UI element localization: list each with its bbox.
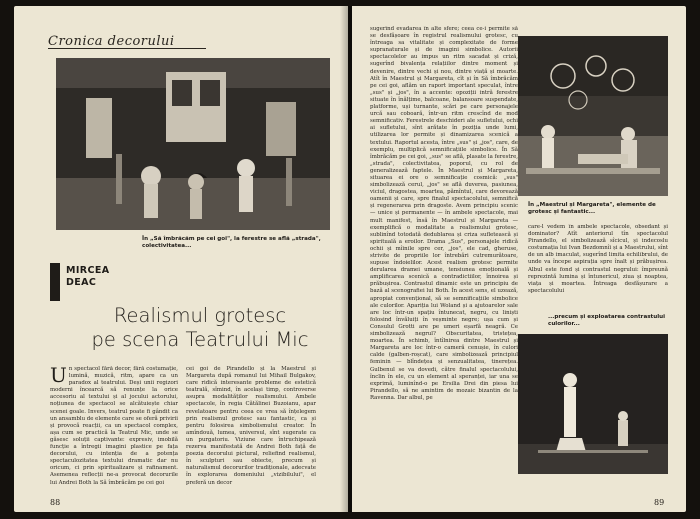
article-title-line2: pe scena Teatrului Mic <box>91 328 309 351</box>
caption-text: În „Să îmbrăcăm pe cei goi", la ferestre se află „strada", colectivitatea... <box>142 236 321 249</box>
stage-photo-caption <box>142 236 332 250</box>
contrast-caption <box>548 314 668 328</box>
page-number-left: 88 <box>50 498 61 507</box>
section-header <box>48 30 198 52</box>
left-column-2 <box>186 366 316 494</box>
author-marker <box>50 263 60 301</box>
left-page <box>14 6 348 512</box>
maestrul-photo-art <box>518 36 668 196</box>
right-column-2 <box>528 224 668 308</box>
stage-photo <box>56 58 330 230</box>
left-column-1-text: n spectacol fără decor, fără costumație, lumină, muzică, ritm, apare ca un paradox al teatrului. Deși unii regizori moderni încearcă să renunțe la orice accesoriu al textului și al jocului actorului, noțiunea de spectacol se alcătuiește chiar scenei goale. Invers, teatrul poate fi gândit ca un ansamblu de elemente care se oferă privirii și provocă reacții, ca un spectacol complex, așa cum se practică la Teatrul Mic, unde se găsesc soluții captivante: expresiv, imobilă funcție a întregii imagini plastice pe fața decorului, cu intenția de a potența spectaculozitatea textului dramatic dar nu oricum, ci prin spiritualizare și rafinament. Asemenea reflecții ne-a provocat decorurile lui Andrei Both la Să îmbrăcăm pe cei goi <box>50 366 178 486</box>
maestrul-photo <box>518 36 668 196</box>
contrast-photo <box>518 334 668 474</box>
right-column-2-text: care-l vedem în ambele spectacole, obsedant și dominator? Atît anteriorul tîn spectacolul Pirandello, el simbolizează sîcicul, și indecoslu costumația lui Ivan Bezdomnîi și a Maestrului, sînt de un alb imaculat, sugerînd limita echilibrului, de unde va începe aspirația spre înalt și prăbușirea. Albul este fond și contrastul negrului: împreună reprezintă lumina și întunericul, ziua și noaptea, viața și moartea. Întreaga desfășurare a spectacolului <box>528 224 668 294</box>
right-page <box>352 6 686 512</box>
section-title: Cronica decorului <box>48 34 175 49</box>
page-number-right: 89 <box>654 498 665 507</box>
maestrul-caption-text: În „Maestrul și Margareta", elemente de grotesc și fantastic... <box>528 202 656 215</box>
contrast-caption-text: ...precum și exploatarea contrastului culorilor... <box>548 314 666 327</box>
author-name <box>66 265 110 289</box>
author-last-name: DEAC <box>66 277 97 288</box>
right-column-1-text: sugerînd evadarea în alte sfere; ceea ce-i permite să se desfășoare în registrul realismului grotesc, cu întreaga sa vitalitate și complexitate de forme supranaturale și de imagini simbolice. Autorii spectacolelor au impus un ritm sacadat și criză, sugerînd bivalența relațiilor dintre moment și devenire, dintre vechi și nou, dintre viață și moarte. Atît în Maestrul și Margareta, cît și în Să îmbrăcăm pe cei goi, aflăm un raport important speculat, între „sus" și „jos", în a accente: opoziții intră ferestre situate în înălțime, balcoane, balansoare suspendate, platforme, uși turnante, scări pe care personajele urcă sau coboară, într-un ritm crescînd de mod semnificativ. Ferestrele deschideri ale sufletului, ochi ai sufletului, sînt arătate în poziția unde lumi, utilizarea lor permite și dinamizarea scenică a textului. Raportul acesta, între „sus" și „jos", care, de exemplu, multiplică semnificațiile simbolice. În Să îmbrăcăm pe cei goi, „sus" se află, plasate la ferestre, „strada", colectivitatea, poporul, cu rol de generalizează faptele. În Maestrul și Margareta, situarea ei ore o semnificație cosmică: „sus" simbolizează cerul, „jos" se află duverea, pasiunea, viciul, dragostea, moartea, pămîntul, care devorează oamenii și care, spre finalul spectacolului, semnifică și regenerarea prin dragoste. Avem principiu scenic — unice și permanente — în ambele spectacole, mai mult manifest, însă în Maestrul și Margareta — exemplifică o modalitate a realismului grotesc, sublinînd totodată dedublarea și criza sufletească și spirituală a eroilor. Drama „Sus", personajele ridică ochii și mîinile spre cer, „jos", ele cad, gheruse, strivite de propriile lor întrebări cutremurătoare, supuse îndoielilor. Acest realism grotesc permite derularea dramei umane, tensiunea emoțională și amplificarea scenică a contradictiilor, înnoirea și prăbușirea. Contrastul dinamic este un principiu de bază al scenografiei lui Both. În acest sens, el uzează, apropiat convențional, să se semnificațiile simbolice ale culorilor. Apariția lui Woland și a ajutoarelor sale are loc într-un spațiu întunecat, negru, cu liniști folosind învăluiți în veșminte negre; ușa cum și Consulul Grotti are pe umeri eșarfă neagră. Ce simbolizează negrul? Obscuritatea, tristețea, moartea. În schimb, întîlnirea dintre Maestrul și Margareta are loc într-o cameră cenușie, în culori calde (galben-roșcat), care simbolizează principiul feminin — blîndețea și senzualitatea, tinerețea. Gulbenul se va dovedi, către finalul spectacolului, înclin în ele, cu un element al speranței, iar una se exprimă, luminînd-o pe Ersilia Drei din piesa lui Pirandello, să ne amintim de mozaic bizantin de la Ravenna. Dar albul, pe <box>370 26 518 401</box>
article-title-line1: Realismul grotesc <box>113 304 287 327</box>
section-rule <box>48 48 206 49</box>
maestrul-caption <box>528 202 668 216</box>
stage-photo-art <box>56 58 330 230</box>
right-column-1 <box>370 26 518 492</box>
left-column-2-text: cei goi de Pirandello și la Maestrul și Margareta după romanul lui Mihail Bulgakov, care ridică interesante probleme de estetică teatrală, sîmind, în același timp, controverse asupra modalităților realismului. Ambele spectacole, în regia Cătălinei Buzoianu, apar revelatoare pentru ceea ce vrea să înțelegem prin realismul grotesc sau fantastic, ca și pentru folosirea simbolismului creator. În amîndouă, lumea, universul, sînt sugerate ca un purgatoriu. Viziune care întruchipează rezerva manifestată de Andrei Both față de poezia decorului pictural, reliefind realismul, în sculpturi sau obiecte, precum și naturalismul decorurilor tradiționale, adecvate în explorarea domeniului „vizibilului", el preferă un decor <box>186 366 316 486</box>
left-column-1 <box>50 366 178 494</box>
author-first-name: MIRCEA <box>66 265 110 276</box>
drop-cap: U <box>50 366 67 387</box>
contrast-photo-art <box>518 334 668 474</box>
article-title <box>50 304 348 352</box>
